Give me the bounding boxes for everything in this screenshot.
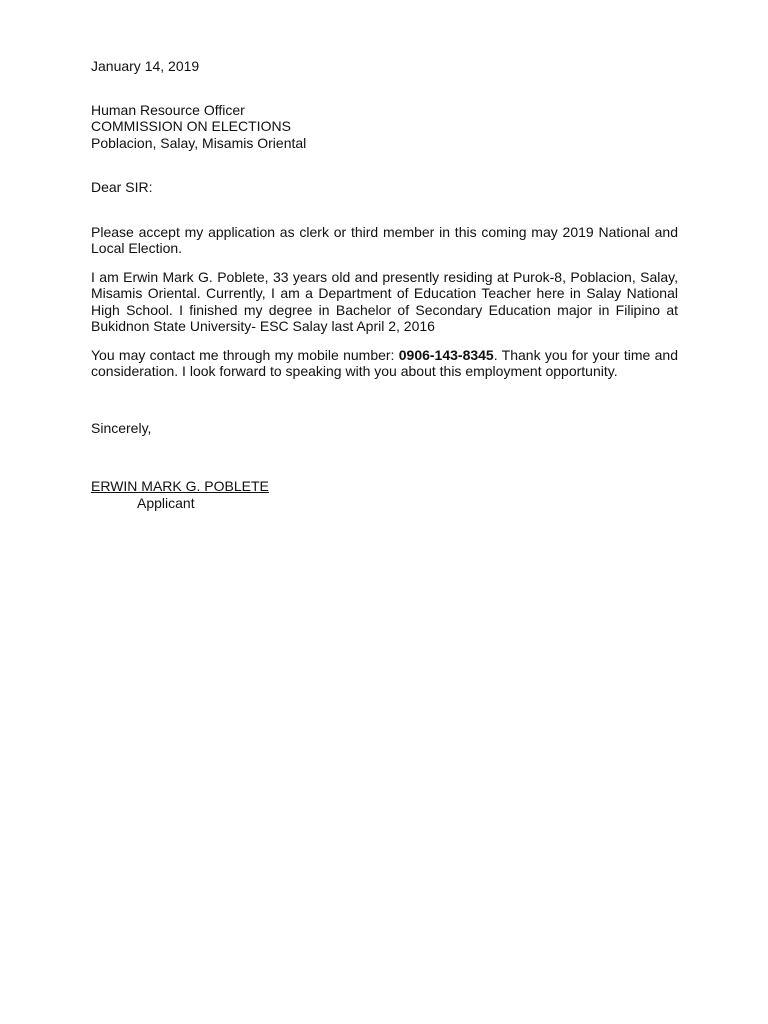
signature-title: Applicant	[137, 494, 195, 511]
paragraph-background: I am Erwin Mark G. Poblete, 33 years old and presently residing at Purok-8, Poblacion, Salay, Misamis Oriental. Currently, I am a Department of Education Teacher here in Salay National High School. I finished my degree in Bachelor of Secondary Education major in Filipino at Bukidnon State University- ESC Salay last April 2, 2016	[91, 268, 678, 334]
recipient-organization: COMMISSION ON ELECTIONS	[91, 118, 291, 134]
paragraph-application: Please accept my application as clerk or third member in this coming may 2019 National and Local Election.	[91, 223, 678, 256]
recipient-address: Poblacion, Salay, Misamis Oriental	[91, 134, 307, 151]
recipient-title: Human Resource Officer	[91, 101, 245, 118]
phone-number: 0906-143-8345	[398, 346, 494, 363]
letter-date: January 14, 2019	[91, 58, 200, 74]
letter-body	[91, 58, 678, 511]
contact-text-before: You may contact me through my mobile number:	[91, 346, 399, 363]
recipient-block	[91, 102, 678, 152]
contact-text-after: . Thank you for your time and consideration. I look forward to speaking with you about this employment opportunity.	[91, 346, 678, 379]
closing: Sincerely,	[91, 419, 152, 436]
signature-name: ERWIN MARK G. POBLETE	[91, 478, 269, 494]
salutation: Dear SIR:	[91, 179, 153, 195]
paragraph-contact	[91, 347, 678, 380]
